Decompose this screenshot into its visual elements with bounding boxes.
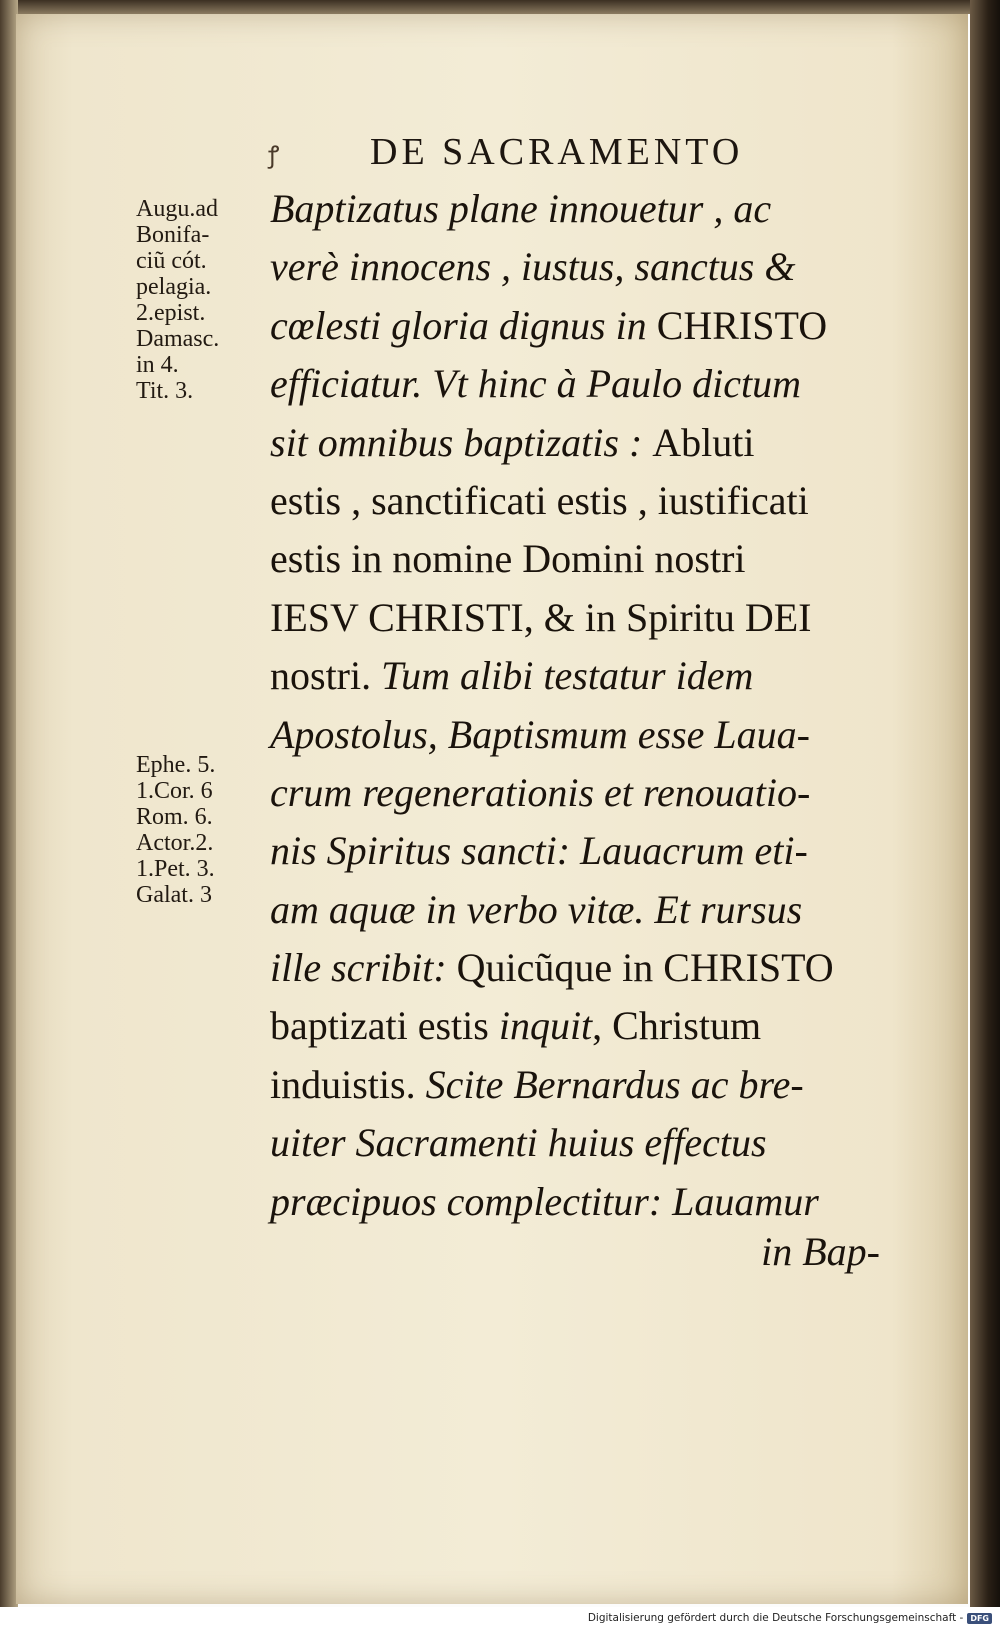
text-line xyxy=(270,1173,910,1231)
italic-span: cœlesti gloria dignus in xyxy=(270,302,657,348)
margin-note: ciũ cót. xyxy=(136,248,207,274)
roman-span: , Christum xyxy=(592,1003,762,1049)
running-head: DE SACRAMENTO xyxy=(370,131,744,173)
footer xyxy=(588,1612,992,1624)
italic-span: Scite Bernardus ac bre- xyxy=(425,1061,804,1107)
margin-note: Galat. 3 xyxy=(136,882,212,908)
margin-note: Bonifa- xyxy=(136,222,210,248)
italic-span: ille scribit: xyxy=(270,945,457,991)
margin-note: 1.Cor. 6 xyxy=(136,778,213,804)
margin-note: Augu.ad xyxy=(136,196,218,222)
text-line xyxy=(270,647,910,705)
margin-note: Tit. 3. xyxy=(136,378,194,404)
italic-span: inquit xyxy=(498,1003,593,1049)
catchword: in Bap- xyxy=(761,1229,880,1274)
roman-span: estis , sanctificati estis , iustificati xyxy=(270,477,809,523)
text-line xyxy=(270,997,910,1055)
roman-span: estis in nomine Domini nostri xyxy=(270,536,746,582)
text-line xyxy=(270,297,910,355)
body-text xyxy=(270,180,910,1231)
margin-note: 1.Pet. 3. xyxy=(136,856,215,882)
text-line xyxy=(270,939,910,997)
margin-note: Actor.2. xyxy=(136,830,214,856)
text-line xyxy=(270,355,910,413)
text-line xyxy=(270,414,910,472)
text-line xyxy=(270,822,910,880)
italic-span: Apostolus, Baptismum esse Laua- xyxy=(270,711,810,757)
italic-span: Baptizatus plane innouetur , ac xyxy=(270,186,772,231)
roman-span: IESV CHRISTI, & in Spiritu DEI xyxy=(270,594,812,640)
italic-span: verè innocens , iustus, sanctus & xyxy=(270,244,796,290)
margin-note: Ephe. 5. xyxy=(136,752,216,778)
margin-note: Damasc. xyxy=(136,326,220,352)
margin-notes-bottom xyxy=(136,752,268,908)
text-line xyxy=(270,530,910,588)
margin-note: Rom. 6. xyxy=(136,804,213,830)
italic-span: sit omnibus baptizatis : xyxy=(270,419,653,465)
text-line xyxy=(270,1056,910,1114)
roman-span: baptizati estis xyxy=(270,1003,499,1049)
italic-span: am aquæ in verbo vitæ. Et rursus xyxy=(270,886,803,932)
roman-span: Quicũque in CHRISTO xyxy=(456,945,834,991)
text-line xyxy=(270,881,910,939)
margin-note: in 4. xyxy=(136,352,179,378)
margin-note: pelagia. xyxy=(136,274,212,300)
text-line xyxy=(270,706,910,764)
roman-span: induistis. xyxy=(270,1061,426,1107)
margin-notes-top xyxy=(136,196,268,404)
italic-span: uiter Sacramenti huius effectus xyxy=(270,1120,767,1166)
italic-span: præcipuos complectitur: Lauamur xyxy=(270,1178,819,1224)
text-line xyxy=(270,1114,910,1172)
italic-span: nis Spiritus sancti: Lauacrum eti- xyxy=(270,828,808,874)
italic-span: crum regenerationis et renouatio- xyxy=(270,769,811,815)
roman-span: nostri. xyxy=(270,653,382,699)
text-line xyxy=(270,238,910,296)
text-line xyxy=(270,180,910,238)
footer-text: Digitalisierung gefördert durch die Deutsche Forschungsgemeinschaft - xyxy=(587,1612,964,1624)
dfg-logo: DFG xyxy=(967,1613,992,1624)
page-mark: ꝭ xyxy=(268,141,280,169)
margin-note: 2.epist. xyxy=(136,300,206,326)
italic-span: Tum alibi testatur idem xyxy=(381,653,754,699)
roman-span: Abluti xyxy=(652,419,755,465)
text-line xyxy=(270,764,910,822)
scan-edge-right xyxy=(970,0,1000,1627)
italic-span: efficiatur. Vt hinc à Paulo dictum xyxy=(270,361,802,407)
scan-edge-top xyxy=(0,0,1000,14)
text-line xyxy=(270,472,910,530)
text-line xyxy=(270,589,910,647)
roman-span: CHRISTO xyxy=(656,302,828,348)
